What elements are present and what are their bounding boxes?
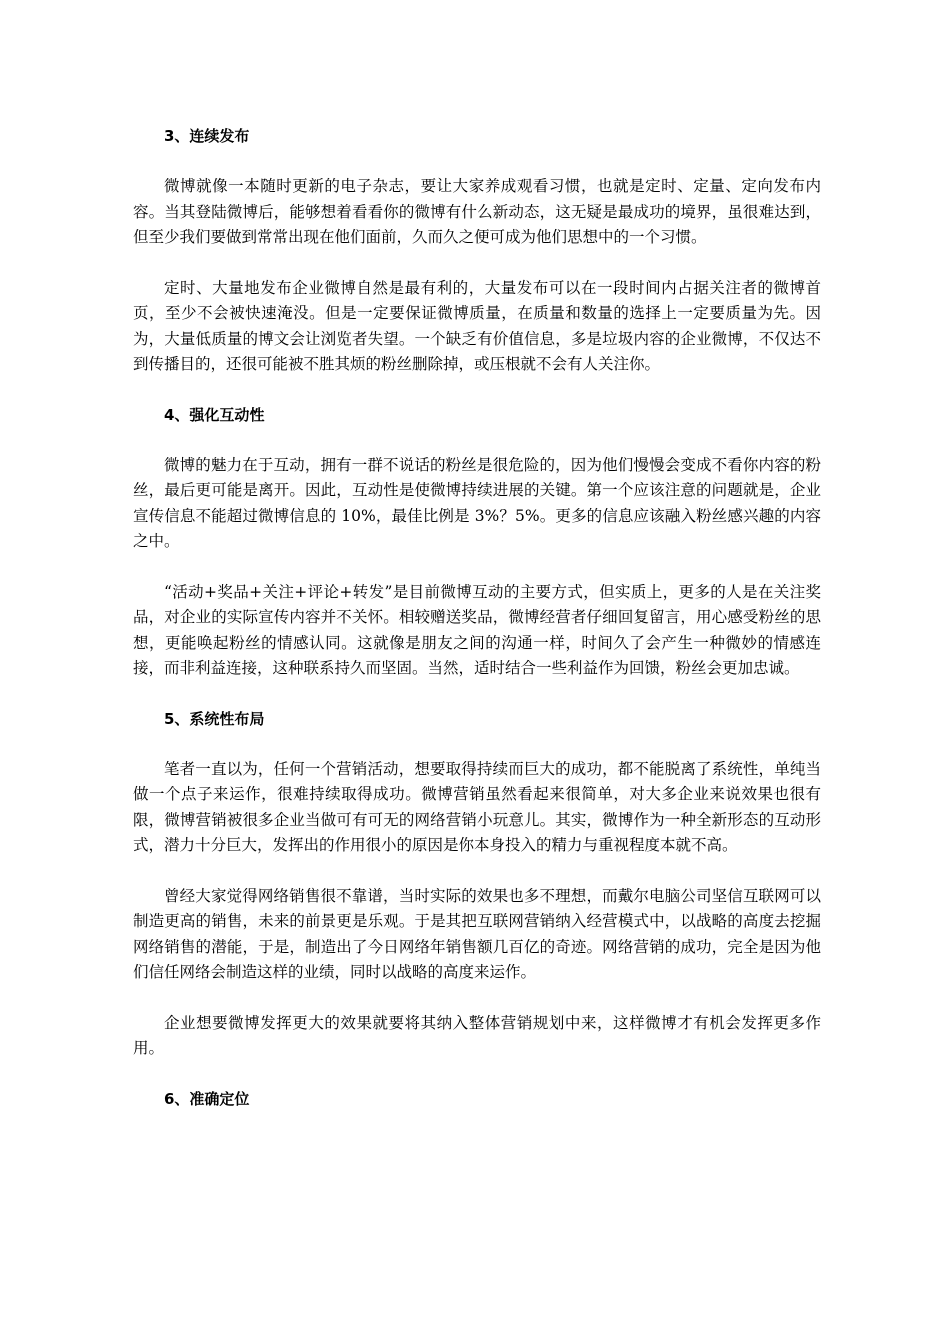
- paragraph: 笔者一直以为，任何一个营销活动，想要取得持续而巨大的成功，都不能脱离了系统性，单纯当做一个点子来运作，很难持续取得成功。微博营销虽然看起来很简单，对大多企业来说效果也很有限，微博营销被很多企业当做可有可无的网络营销小玩意儿。其实，微博作为一种全新形态的互动形式，潜力十分巨大，发挥出的作用很小的原因是你本身投入的精力与重视程度本就不高。: [133, 759, 821, 854]
- section-heading: 5、系统性布局: [164, 709, 265, 728]
- paragraph: “活动+奖品+关注+评论+转发”是目前微博互动的主要方式，但实质上，更多的人是在关注奖品，对企业的实际宣传内容并不关怀。相较赠送奖品，微博经营者仔细回复留言，用心感受粉丝的思想，更能唤起粉丝的情感认同。这就像是朋友之间的沟通一样，时间久了会产生一种微妙的情感连接，而非利益连接，这种联系持久而坚固。当然，适时结合一些利益作为回馈，粉丝会更加忠诚。: [133, 582, 821, 677]
- section-heading: 6、准确定位: [164, 1089, 250, 1108]
- section-heading: 3、连续发布: [164, 127, 250, 145]
- paragraph: 曾经大家觉得网络销售很不靠谱，当时实际的效果也多不理想，而戴尔电脑公司坚信互联网可以制造更高的销售，未来的前景更是乐观。于是其把互联网营销纳入经营模式中，以战略的高度去挖掘网络销售的潜能，于是，制造出了今日网络年销售额几百亿的奇迹。网络营销的成功，完全是因为他们信任网络会制造这样的业绩，同时以战略的高度来运作。: [133, 886, 821, 981]
- section-heading: 4、强化互动性: [164, 405, 265, 424]
- paragraph: 微博就像一本随时更新的电子杂志，要让大家养成观看习惯，也就是定时、定量、定向发布内容。当其登陆微博后，能够想着看看你的微博有什么新动态，这无疑是最成功的境界，虽很难达到，但至少我们要做到常常出现在他们面前，久而久之便可成为他们思想中的一个习惯。: [133, 177, 821, 246]
- document-body: [133, 124, 821, 1137]
- paragraph: 微博的魅力在于互动，拥有一群不说话的粉丝是很危险的，因为他们慢慢会变成不看你内容的粉丝，最后更可能是离开。因此，互动性是使微博持续进展的关键。第一个应该注意的问题就是，企业宣传信息不能超过微博信息的 10%，最佳比例是 3%？5%。更多的信息应该融入粉丝感兴趣的内容之中。: [133, 455, 821, 550]
- paragraph: 定时、大量地发布企业微博自然是最有利的，大量发布可以在一段时间内占据关注者的微博首页，至少不会被快速淹没。但是一定要保证微博质量，在质量和数量的选择上一定要质量为先。因为，大量低质量的博文会让浏览者失望。一个缺乏有价值信息，多是垃圾内容的企业微博，不仅达不到传播目的，还很可能被不胜其烦的粉丝删除掉，或压根就不会有人关注你。: [133, 278, 821, 373]
- paragraph: 企业想要微博发挥更大的效果就要将其纳入整体营销规划中来，这样微博才有机会发挥更多作用。: [133, 1013, 821, 1057]
